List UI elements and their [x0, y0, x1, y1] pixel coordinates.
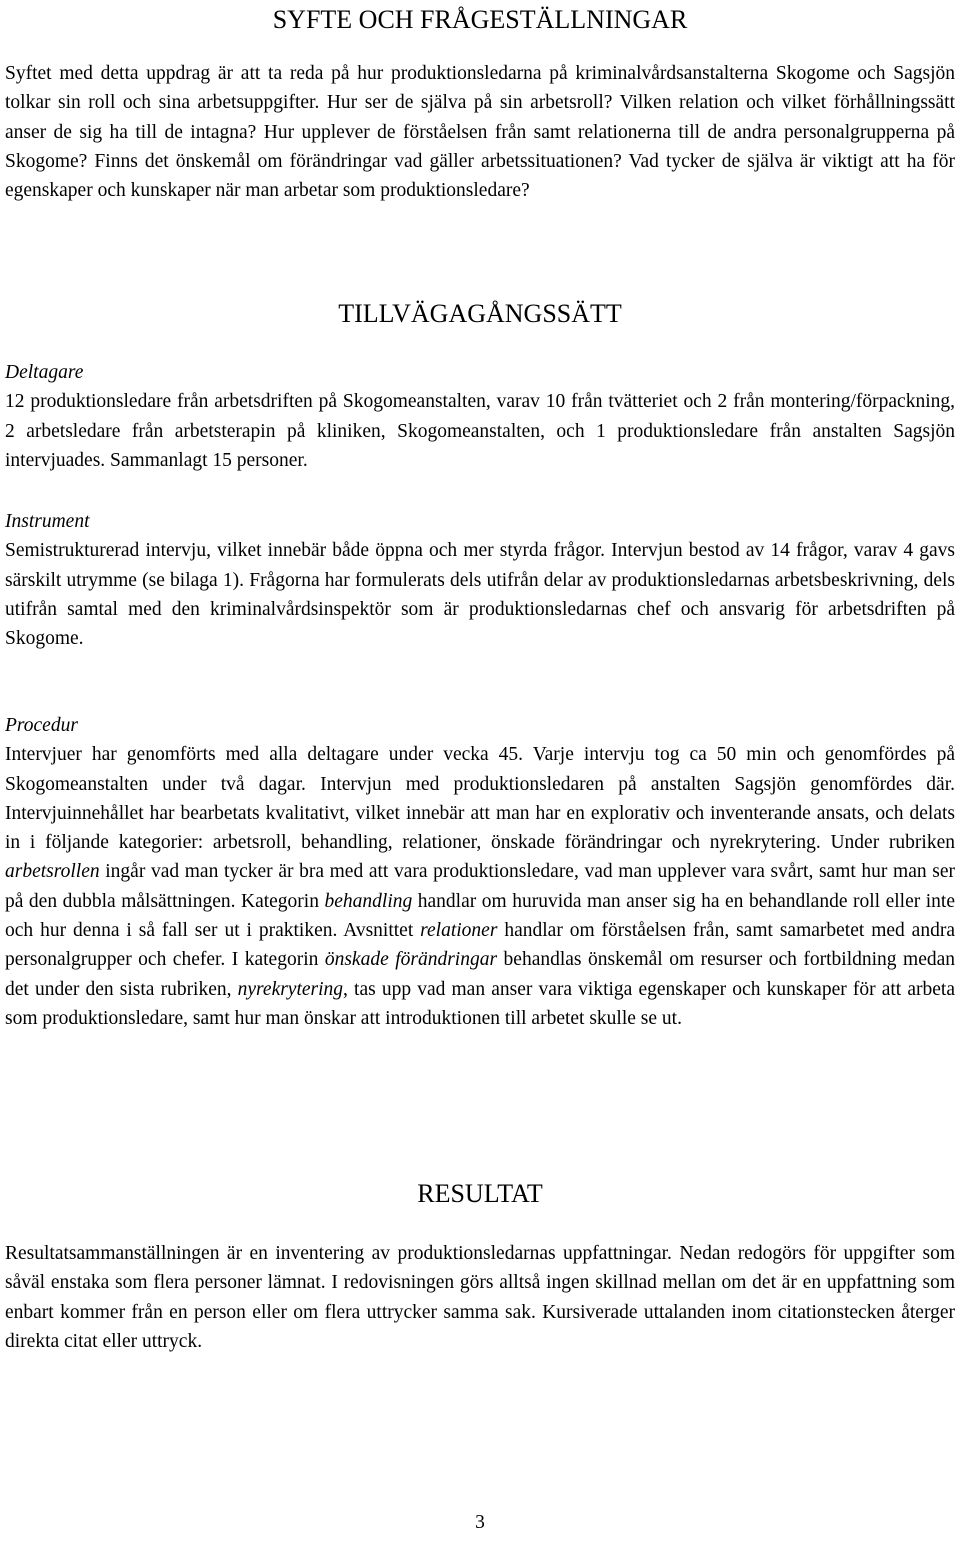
term-onskade-forandringar: önskade förändringar: [324, 949, 498, 971]
subheading-deltagare: Deltagare: [5, 362, 84, 383]
syfte-block: [5, 59, 955, 205]
deltagare-paragraph: 12 produktionsledare från arbetsdriften på Skogomeanstalten, varav 10 från tvätteriet och 2 från montering/förpackning, 2 arbetsledare från arbetsterapin på kliniken, Skogomeanstalten, och 1 produktionsledare från anstalten Sagsjön intervjuades. Sammanlagt 15 personer.: [5, 391, 955, 471]
instrument-block: [5, 507, 955, 653]
section-heading-tillvagagangssatt: TILLVÄGAGÅNGSSÄTT: [338, 299, 622, 328]
section-heading-syfte: SYFTE OCH FRÅGESTÄLLNINGAR: [272, 5, 688, 34]
page-number: 3: [475, 1512, 485, 1533]
syfte-paragraph: Syftet med detta uppdrag är att ta reda på hur produktionsledarna på kriminalvårdsanstalterna Skogome och Sagsjön tolkar sin roll och sina arbetsuppgifter. Hur ser de själva på sin arbetsroll? Vilken relation och vilket förhållningssätt anser de sig ha till de intagna? Hur upplever de förståelsen från samt relationerna till de andra personalgrupperna på Skogome? Finns det önskemål om förändringar vad gäller arbetssituationen? Vad tycker de själva är viktigt att ha för egenskaper och kunskaper när man arbetar som produktionsledare?: [5, 63, 955, 202]
procedur-block: [5, 711, 955, 1033]
resultat-block: [5, 1239, 955, 1356]
term-relationer: relationer: [420, 920, 498, 942]
resultat-paragraph: Resultatsammanställningen är en inventering av produktionsledarnas uppfattningar. Nedan redogörs för uppgifter som såväl enstaka som flera personer lämnat. I redovisningen görs alltså ingen skillnad mellan om det är en uppfattning som enbart kommer från en person eller om flera uttrycker samma sak. Kursiverade uttalanden inom citationstecken återger direkta citat eller uttryck.: [5, 1243, 955, 1352]
procedur-text-6: , tas upp vad man anser vara viktiga egenskaper och kunskaper för att arbeta som produktionsledare, samt hur man önskar att introduktionen till arbetet skulle se ut.: [5, 978, 955, 1029]
procedur-text-3: handlar om huruvida man anser sig ha en behandlande roll eller inte och hur denna i så fall ser ut i praktiken. Avsnittet: [5, 890, 956, 942]
term-behandling: behandling: [324, 890, 413, 912]
procedur-text-4: handlar om förståelsen från, samt samarbetet med andra personalgrupper och chefer. I kategorin: [5, 920, 955, 971]
procedur-text-5: behandlas önskemål om resurser och fortbildning medan det under den sista rubriken,: [5, 949, 956, 1000]
procedur-text-1: Intervjuer har genomförts med alla deltagare under vecka 45. Varje intervju tog ca 50 min och genomfördes på Skogomeanstalten under två dagar. Intervjun med produktionsledaren på anstalten Sagsjön genomfördes där. Intervjuinnehållet har bearbetats kvalitativt, vilket innebär att man har en explorativ och inventerande ansats, och delats in i följande kategorier: arbetsroll, behandling, relationer, önskade förändringar och nyrekrytering. Under rubriken: [5, 744, 955, 854]
deltagare-block: [5, 358, 955, 475]
procedur-paragraph: [5, 740, 955, 1033]
procedur-text-2: ingår vad man tycker är bra med att vara produktionsledare, vad man upplever vara svårt, samt hur man ser på den dubbla målsättningen. Kategorin: [5, 861, 955, 912]
section-heading-resultat: RESULTAT: [417, 1179, 543, 1208]
term-nyrekrytering: nyrekrytering: [237, 978, 344, 1000]
instrument-paragraph: Semistrukturerad intervju, vilket innebär både öppna och mer styrda frågor. Intervjun bestod av 14 frågor, varav 4 gavs särskilt utrymme (se bilaga 1). Frågorna har formulerats dels utifrån delar av produktionsledarnas arbetsbeskrivning, dels utifrån samtal med den kriminalvårdsinspektör som är produktionsledarnas chef och ansvarig för arbetsdriften på Skogome.: [5, 540, 955, 650]
term-arbetsrollen: arbetsrollen: [5, 861, 100, 883]
subheading-procedur: Procedur: [5, 715, 78, 736]
subheading-instrument: Instrument: [5, 511, 90, 532]
